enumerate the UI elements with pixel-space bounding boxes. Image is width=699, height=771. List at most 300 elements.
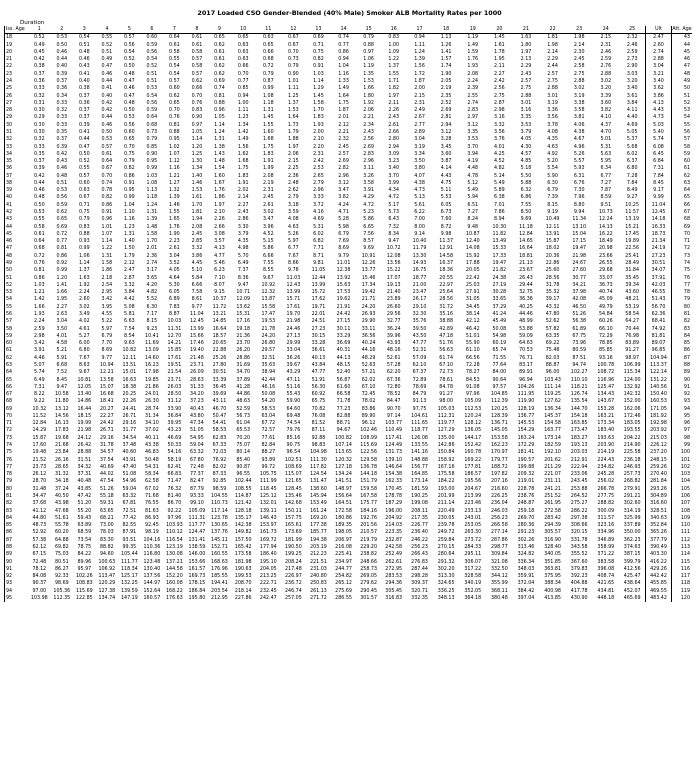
rate-cell: 123.48 <box>143 559 161 565</box>
rate-cell: 203.90 <box>597 443 615 449</box>
rate-cell: 3.47 <box>338 188 349 194</box>
rate-cell: 5.81 <box>124 311 135 317</box>
rate-cell: 162.33 <box>385 479 403 485</box>
rate-cell: 76.92 <box>212 457 227 463</box>
rate-cell: 328.40 <box>544 544 561 550</box>
ultimate-rate-cell: 304.89 <box>646 493 672 500</box>
issue-age-cell: 38 <box>5 180 29 187</box>
rate-cell: 223.35 <box>385 530 403 536</box>
rate-cell: 12.26 <box>361 261 376 266</box>
rate-cell: 0.72 <box>262 64 274 70</box>
rate-cell: 0.42 <box>33 57 45 63</box>
rate-cell: 11.79 <box>412 246 427 252</box>
rate-cell: 4.30 <box>520 144 532 150</box>
rate-cell: 16.37 <box>439 261 454 266</box>
rate-cell: 186.40 <box>259 552 277 558</box>
ultimate-rate-cell: 104.94 <box>646 355 672 362</box>
rate-cell: 152.71 <box>211 544 228 550</box>
ultimate-rate-cell: 340.63 <box>646 515 672 522</box>
rate-cell: 52.62 <box>545 319 560 325</box>
rate-cell: 2.08 <box>467 71 479 77</box>
rate-cell: 2.87 <box>494 100 505 106</box>
attained-age-cell: 72 <box>671 245 692 252</box>
rate-cell: 308.66 <box>570 523 588 529</box>
rate-cell: 23.84 <box>54 450 69 456</box>
attained-age-cell: 116 <box>671 566 692 573</box>
rate-cell: 36.84 <box>167 413 182 419</box>
rate-cell: 12.40 <box>465 239 480 245</box>
table-row <box>5 231 693 238</box>
rate-cell: 19.99 <box>77 421 92 427</box>
rate-cell: 2.82 <box>338 166 349 172</box>
rate-cell: 1.31 <box>146 210 158 216</box>
rate-cell: 33.07 <box>598 275 613 281</box>
attained-age-cell: 103 <box>671 471 692 478</box>
rate-cell: 7.84 <box>626 180 638 186</box>
rate-cell: 348.03 <box>517 566 535 572</box>
rate-cell: 68.21 <box>99 515 114 521</box>
rate-cell: 21.98 <box>572 253 587 259</box>
rate-cell: 132.92 <box>623 384 641 390</box>
rate-cell: 367.60 <box>570 559 588 565</box>
rate-cell: 8.00 <box>414 224 425 230</box>
rate-cell: 137.21 <box>166 559 183 565</box>
rate-cell: 3.02 <box>78 304 90 310</box>
rate-cell: 46.16 <box>261 384 276 390</box>
rate-cell: 19.70 <box>286 311 301 317</box>
rate-cell: 12.44 <box>311 275 326 281</box>
rate-cell: 2.02 <box>237 188 249 194</box>
rate-cell: 0.44 <box>56 57 68 63</box>
rate-cell: 37.89 <box>236 377 251 383</box>
rate-cell: 1.81 <box>191 210 203 216</box>
rate-cell: 7.01 <box>494 202 505 208</box>
rate-cell: 7.10 <box>214 275 225 281</box>
rate-cell: 1.60 <box>214 173 225 179</box>
rate-cell: 1.30 <box>191 159 203 165</box>
issue-age-cell: 77 <box>5 464 29 471</box>
rate-cell: 90.37 <box>32 581 47 587</box>
rate-cell: 0.93 <box>78 239 90 245</box>
rate-cell: 1.75 <box>262 144 274 150</box>
rate-cell: 91.13 <box>412 399 427 405</box>
rate-cell: 152.00 <box>623 399 641 405</box>
rate-cell: 0.45 <box>33 49 45 55</box>
rate-cell: 9.47 <box>237 282 249 288</box>
rate-cell: 2.59 <box>626 49 638 55</box>
rate-cell: 29.99 <box>286 341 301 347</box>
rate-cell: 211.29 <box>544 464 561 470</box>
rate-cell: 58.53 <box>212 428 227 434</box>
rate-cell: 4.20 <box>146 282 158 288</box>
rate-cell: 4.52 <box>494 159 505 165</box>
ultimate-rate-cell: 7.31 <box>646 165 672 172</box>
issue-age-cell: 58 <box>5 326 29 333</box>
rate-cell: 1.56 <box>414 64 425 70</box>
rate-cell: 4.13 <box>214 246 225 252</box>
rate-cell: 0.68 <box>33 246 45 252</box>
issue-age-cell: 71 <box>5 420 29 427</box>
rate-cell: 2.73 <box>626 57 638 63</box>
table-row <box>5 253 693 260</box>
rate-cell: 262.61 <box>385 559 403 565</box>
rate-cell: 43.50 <box>412 333 427 339</box>
rate-cell: 1.73 <box>288 122 299 128</box>
rate-cell: 0.44 <box>101 78 113 84</box>
rate-cell: 13.19 <box>625 217 640 223</box>
rate-cell: 2.77 <box>414 122 425 128</box>
rate-cell: 51.01 <box>465 333 480 339</box>
duration-header: 17 <box>406 26 433 34</box>
rate-cell: 412.56 <box>623 566 641 572</box>
rate-cell: 44.13 <box>336 355 351 361</box>
rate-cell: 1.25 <box>191 151 203 157</box>
rate-cell: 2.57 <box>520 78 532 84</box>
rate-cell: 248.66 <box>360 559 378 565</box>
ultimate-rate-cell: 281.84 <box>646 478 672 485</box>
rate-cell: 14.56 <box>54 413 69 419</box>
rate-cell: 13.56 <box>386 261 401 266</box>
rate-cell: 2.74 <box>467 100 479 106</box>
rate-cell: 84.78 <box>439 384 454 390</box>
rate-cell: 0.70 <box>288 49 299 55</box>
rate-cell: 34.45 <box>465 304 480 310</box>
rate-cell: 17.60 <box>32 443 47 449</box>
rate-cell: 5.70 <box>237 253 249 259</box>
rate-cell: 73.54 <box>77 537 92 543</box>
rate-cell: 0.61 <box>214 57 225 63</box>
attained-age-cell: 112 <box>671 537 692 544</box>
attained-age-cell: 89 <box>671 369 692 376</box>
rate-cell: 100.78 <box>597 362 615 368</box>
rate-cell: 331.78 <box>570 537 588 543</box>
rate-cell: 8.59 <box>600 195 612 201</box>
rate-cell: 9.77 <box>191 304 203 310</box>
rate-cell: 3.09 <box>388 151 400 157</box>
rate-cell: 6.23 <box>214 268 225 274</box>
rate-cell: 204.92 <box>385 515 403 521</box>
ultimate-rate-cell: 8.45 <box>646 180 672 187</box>
rate-cell: 5.10 <box>191 268 203 274</box>
rate-cell: 70.20 <box>236 435 251 441</box>
attained-age-cell: 75 <box>671 267 692 274</box>
rate-cell: 1.33 <box>338 78 349 84</box>
rate-cell: 0.56 <box>124 122 135 128</box>
ultimate-rate-cell: 18.73 <box>646 231 672 238</box>
rate-cell: 276.83 <box>411 559 428 565</box>
rate-cell: 38.14 <box>465 311 480 317</box>
rate-cell: 14.58 <box>439 253 454 259</box>
table-row <box>5 333 693 340</box>
rate-cell: 0.76 <box>33 261 45 266</box>
rate-cell: 24.01 <box>145 392 159 398</box>
rate-cell: 4.40 <box>626 115 638 121</box>
issue-age-cell: 53 <box>5 289 29 296</box>
rate-cell: 0.58 <box>169 49 180 55</box>
rate-cell: 55.90 <box>465 341 480 347</box>
rate-cell: 287.86 <box>490 537 508 543</box>
rate-cell: 31.78 <box>545 282 560 288</box>
rate-cell: 3.12 <box>338 180 349 186</box>
issue-age-cell: 46 <box>5 238 29 245</box>
rate-cell: 36.73 <box>598 282 613 288</box>
rate-cell: 2.45 <box>191 231 203 237</box>
rate-cell: 144.18 <box>360 472 378 478</box>
rate-cell: 70.53 <box>519 348 533 354</box>
rate-cell: 2.32 <box>338 137 349 143</box>
rate-cell: 36.24 <box>386 326 401 332</box>
rate-cell: 118.34 <box>120 566 138 572</box>
rate-cell: 92.85 <box>212 479 227 485</box>
rate-cell: 167.16 <box>437 464 455 470</box>
rate-cell: 6.38 <box>494 195 505 201</box>
rate-cell: 6.02 <box>313 231 324 237</box>
rate-cell: 214.19 <box>597 450 615 456</box>
rate-cell: 14.85 <box>212 319 227 325</box>
rate-cell: 73.96 <box>572 341 587 347</box>
table-row <box>5 194 693 201</box>
rate-cell: 302.60 <box>623 501 641 507</box>
rate-cell: 221.07 <box>544 472 561 478</box>
rate-cell: 232.45 <box>259 588 277 594</box>
rate-cell: 265.12 <box>335 581 352 587</box>
rate-cell: 60.20 <box>54 530 69 536</box>
rate-cell: 0.96 <box>214 108 225 114</box>
rate-cell: 4.58 <box>56 341 68 347</box>
rate-cell: 66.83 <box>167 472 182 478</box>
rate-cell: 161.57 <box>188 566 206 572</box>
issue-age-cell: 55 <box>5 304 29 311</box>
rate-cell: 112.53 <box>464 406 482 412</box>
rate-cell: 104.55 <box>211 494 228 499</box>
table-row <box>5 559 693 566</box>
rate-cell: 88.82 <box>99 544 114 550</box>
rate-cell: 160.08 <box>166 581 183 587</box>
attained-age-cell: 93 <box>671 398 692 405</box>
rate-cell: 75.03 <box>54 552 69 558</box>
attained-age-cell: 113 <box>671 544 692 551</box>
rate-cell: 3.04 <box>414 137 425 143</box>
rate-cell: 3.12 <box>467 122 479 128</box>
rate-cell: 11.37 <box>439 239 454 245</box>
rate-cell: 39.67 <box>286 362 301 368</box>
rate-cell: 2.96 <box>313 188 324 194</box>
issue-age-cell: 39 <box>5 187 29 194</box>
rate-cell: 145.11 <box>211 537 228 543</box>
rate-cell: 30.28 <box>492 290 507 296</box>
rate-cell: 167.58 <box>360 494 378 499</box>
rate-cell: 0.69 <box>56 224 68 230</box>
rate-cell: 121.65 <box>284 479 302 485</box>
rate-cell: 1.70 <box>191 202 203 208</box>
rate-cell: 46.42 <box>465 326 480 332</box>
rate-cell: 218.14 <box>234 588 252 594</box>
rate-cell: 7.39 <box>547 195 558 201</box>
rate-cell: 63.89 <box>77 523 92 529</box>
rate-cell: 294.39 <box>544 523 561 529</box>
rate-cell: 93.89 <box>261 457 276 463</box>
rate-cell: 5.31 <box>600 144 612 150</box>
rate-cell: 0.91 <box>313 64 324 70</box>
rate-cell: 5.68 <box>626 144 638 150</box>
table-row <box>5 224 693 231</box>
rate-cell: 10.81 <box>77 377 92 383</box>
rate-cell: 34.70 <box>236 370 251 376</box>
rate-cell: 44.02 <box>99 472 114 478</box>
rate-cell: 5.97 <box>101 326 113 332</box>
rate-cell: 0.99 <box>124 195 135 201</box>
rate-cell: 142.68 <box>284 501 302 507</box>
rate-cell: 0.77 <box>56 239 68 245</box>
ultimate-rate-cell: 390.49 <box>646 544 672 551</box>
rate-cell: 2.36 <box>146 253 158 259</box>
rate-cell: 162.23 <box>490 443 508 449</box>
ultimate-rate-cell: 5.03 <box>646 122 672 129</box>
rate-cell: 6.82 <box>313 239 324 245</box>
rate-cell: 56.30 <box>311 384 326 390</box>
rate-cell: 3.60 <box>440 151 452 157</box>
rate-cell: 0.81 <box>56 246 68 252</box>
rate-cell: 1.08 <box>146 180 158 186</box>
rate-cell: 185.55 <box>211 574 228 580</box>
rate-cell: 372.04 <box>517 581 535 587</box>
rate-cell: 0.70 <box>191 93 203 99</box>
rate-cell: 54.41 <box>212 421 227 427</box>
rate-cell: 124.00 <box>623 377 641 383</box>
rate-cell: 2.62 <box>288 188 299 194</box>
table-row <box>5 362 693 369</box>
rate-cell: 40.11 <box>145 435 159 441</box>
rate-cell: 1.61 <box>494 42 505 48</box>
rate-cell: 152.64 <box>143 588 161 594</box>
rate-cell: 256.23 <box>411 544 428 550</box>
issue-age-cell: 84 <box>5 515 29 522</box>
rate-cell: 214.03 <box>385 523 403 529</box>
rate-cell: 3.70 <box>467 144 479 150</box>
issue-age-cell: 41 <box>5 202 29 209</box>
rate-cell: 24.46 <box>286 326 301 332</box>
rate-cell: 0.60 <box>169 86 180 92</box>
rate-cell: 0.64 <box>146 115 158 121</box>
rate-cell: 0.52 <box>124 57 135 63</box>
rate-cell: 6.34 <box>600 166 612 172</box>
rate-cell: 5.22 <box>101 319 113 325</box>
issue-age-cell: 66 <box>5 384 29 391</box>
rate-cell: 2.12 <box>338 122 349 128</box>
rate-cell: 67.80 <box>190 457 204 463</box>
rate-cell: 19.40 <box>190 348 204 354</box>
rate-cell: 124.47 <box>188 530 206 536</box>
rate-cell: 9.23 <box>146 326 158 332</box>
rate-cell: 55.18 <box>99 494 114 499</box>
rate-cell: 0.51 <box>101 49 113 55</box>
rate-cell: 93.16 <box>598 355 613 361</box>
rate-cell: 96.94 <box>519 377 533 383</box>
rate-cell: 2.43 <box>237 210 249 216</box>
rate-cell: 80.59 <box>572 348 587 354</box>
rate-cell: 163.24 <box>517 435 535 441</box>
rate-cell: 0.63 <box>237 49 249 55</box>
rate-cell: 2.45 <box>573 57 585 63</box>
rate-cell: 146.43 <box>259 515 277 521</box>
rate-cell: 1.23 <box>237 115 249 121</box>
issue-age-cell: 80 <box>5 486 29 493</box>
rate-cell: 14.13 <box>598 224 613 230</box>
rate-cell: 2.13 <box>520 57 532 63</box>
rate-cell: 43.32 <box>545 304 560 310</box>
rate-cell: 10.91 <box>361 253 376 259</box>
rate-cell: 78.75 <box>77 544 92 550</box>
rate-cell: 324.82 <box>517 552 535 558</box>
rate-cell: 31.12 <box>167 399 182 405</box>
rate-cell: 0.41 <box>101 86 113 92</box>
rate-cell: 52.61 <box>386 355 401 361</box>
rate-cell: 5.63 <box>600 151 612 157</box>
rate-cell: 50.08 <box>492 326 507 332</box>
rate-cell: 163.85 <box>570 421 588 427</box>
rate-cell: 164.51 <box>335 501 352 507</box>
rate-cell: 176.63 <box>166 595 183 601</box>
rate-cell: 84.79 <box>412 392 427 398</box>
rate-cell: 6.63 <box>124 319 135 325</box>
rate-cell: 28.74 <box>145 406 159 412</box>
rate-cell: 69.48 <box>286 413 301 419</box>
rate-cell: 28.50 <box>167 392 182 398</box>
rate-cell: 286.22 <box>570 508 588 514</box>
rate-cell: 52.31 <box>412 348 427 354</box>
rate-cell: 2.45 <box>262 195 274 201</box>
rate-cell: 16.13 <box>54 421 69 427</box>
rate-cell: 256.02 <box>597 479 615 485</box>
rate-cell: 134.74 <box>98 595 116 601</box>
rate-cell: 35.63 <box>261 362 276 368</box>
issue-age-cell: 19 <box>5 42 29 49</box>
rate-cell: 225.41 <box>335 552 352 558</box>
rate-cell: 2.90 <box>626 64 638 70</box>
rate-cell: 85.40 <box>236 457 251 463</box>
rate-cell: 2.11 <box>494 64 505 70</box>
rate-cell: 0.59 <box>56 202 68 208</box>
rate-cell: 0.81 <box>214 93 225 99</box>
issue-age-cell: 33 <box>5 144 29 151</box>
ultimate-rate-cell: 37.91 <box>646 275 672 282</box>
rate-cell: 3.19 <box>414 144 425 150</box>
rate-cell: 116.80 <box>143 552 161 558</box>
rate-cell: 64.63 <box>519 341 533 347</box>
rate-cell: 363.81 <box>544 566 561 572</box>
rate-cell: 217.35 <box>411 515 428 521</box>
rate-cell: 2.27 <box>237 202 249 208</box>
rate-cell: 4.01 <box>56 333 68 339</box>
rate-cell: 153.58 <box>490 435 508 441</box>
table-row <box>5 107 693 114</box>
rate-cell: 13.49 <box>492 239 507 245</box>
rate-cell: 5.01 <box>600 137 612 143</box>
rate-cell: 1.05 <box>191 129 203 135</box>
rate-cell: 1.53 <box>363 78 374 84</box>
rate-cell: 27.19 <box>492 282 507 288</box>
rate-cell: 15.87 <box>545 239 560 245</box>
attained-age-cell: 67 <box>671 209 692 216</box>
rate-cell: 1.93 <box>33 311 45 317</box>
rate-cell: 272.58 <box>544 508 561 514</box>
rate-cell: 350.00 <box>623 530 641 536</box>
rate-cell: 31.72 <box>439 304 454 310</box>
rate-cell: 3.80 <box>414 166 425 172</box>
rate-cell: 4.35 <box>547 137 558 143</box>
rate-cell: 60.19 <box>492 341 507 347</box>
rate-cell: 119.77 <box>437 421 455 427</box>
